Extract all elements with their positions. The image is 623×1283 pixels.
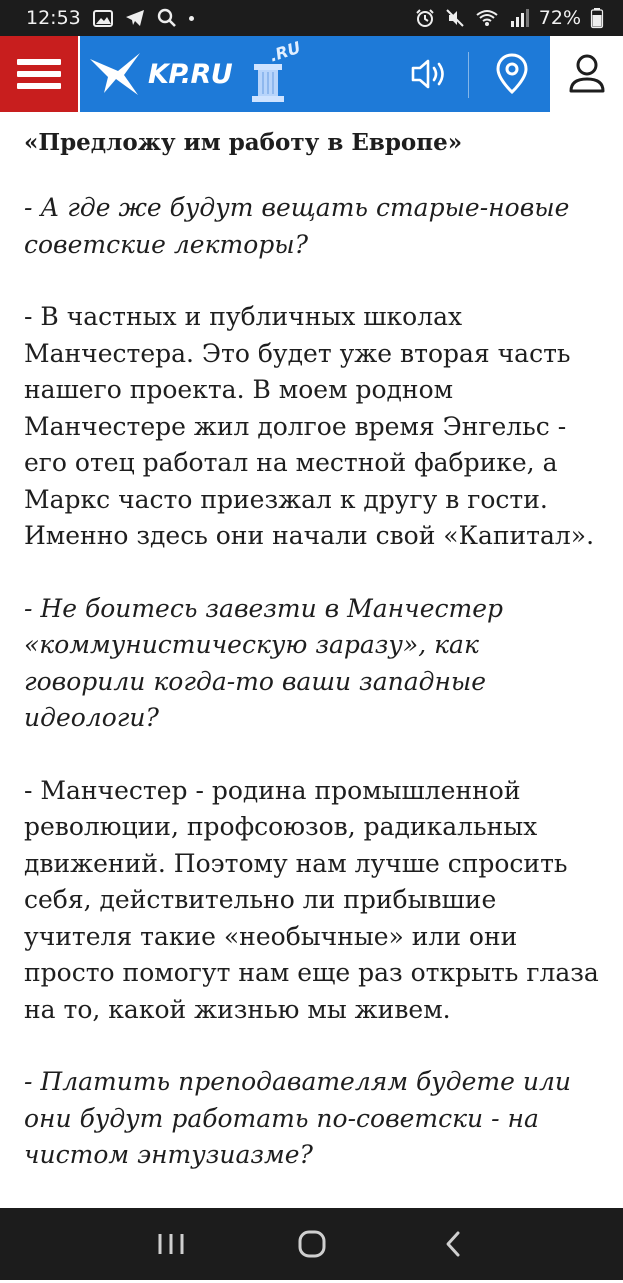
logo-text[interactable]: KP.RU <box>148 58 233 90</box>
menu-icon-bar <box>17 71 61 77</box>
kp-bird-logo[interactable] <box>88 51 142 97</box>
menu-icon <box>17 59 61 65</box>
back-icon <box>442 1229 464 1259</box>
location-icon <box>494 52 530 96</box>
battery-percent: 72% <box>538 7 581 29</box>
user-button[interactable] <box>550 36 623 112</box>
column-logo-icon <box>240 37 304 106</box>
menu-icon-bar <box>17 83 61 89</box>
recent-apps-icon <box>156 1231 186 1257</box>
status-bar <box>0 0 623 36</box>
system-nav-bar <box>0 1208 623 1280</box>
interview-question: - Платить преподавателям будете или они будут работать по-советски - на чистом энтузиазме? <box>24 1067 571 1169</box>
interview-question: - А где же будут вещать старые-новые советские лекторы? <box>24 193 570 259</box>
audio-button[interactable] <box>410 56 450 97</box>
image-icon <box>93 10 113 27</box>
battery-icon <box>591 8 603 28</box>
alarm-icon <box>415 8 435 28</box>
interview-answer: - Манчестер - родина промышленной революции, профсоюзов, радикальных движений. Поэтому нам лучше спросить себя, действительно ли прибывшие учителя такие «необычные» или они просто помогут нам еще раз открыть глаза на то, какой жизнью мы живем. <box>24 775 599 1024</box>
interview-answer: - В частных и публичных школах Манчестера. Это будет уже вторая часть нашего проекта. В моем родном Манчестере жил долгое время Энгельс - его отец работал на местной фабрике, а Маркс часто приезжал к другу в гости. Именно здесь они начали свой «Капитал». <box>24 302 595 550</box>
logo-badge-text: .RU <box>267 37 304 66</box>
wifi-icon <box>475 9 499 27</box>
interview-question: - Не боитесь завезти в Манчестер «коммунистическую заразу», как говорили когда-то ваши западные идеологи? <box>24 593 504 732</box>
location-button[interactable] <box>494 52 530 101</box>
audio-icon <box>410 56 450 92</box>
signal-icon <box>509 9 529 27</box>
menu-button[interactable] <box>0 36 78 112</box>
home-icon <box>297 1229 327 1259</box>
brand-bar <box>80 36 550 112</box>
section-heading: «Предложу им работу в Европе» <box>24 129 463 156</box>
back-button[interactable] <box>423 1214 483 1274</box>
telegram-icon <box>125 9 145 27</box>
article-body <box>24 112 604 1208</box>
status-right <box>415 7 603 29</box>
home-button[interactable] <box>282 1214 342 1274</box>
dot-icon <box>189 16 194 21</box>
header-divider <box>468 52 469 98</box>
mute-icon <box>445 8 465 28</box>
site-header <box>0 36 623 112</box>
recent-apps-button[interactable] <box>141 1214 201 1274</box>
status-time: 12:53 <box>26 7 81 29</box>
user-icon <box>567 53 607 95</box>
search-icon <box>157 8 177 28</box>
status-left <box>26 7 194 29</box>
